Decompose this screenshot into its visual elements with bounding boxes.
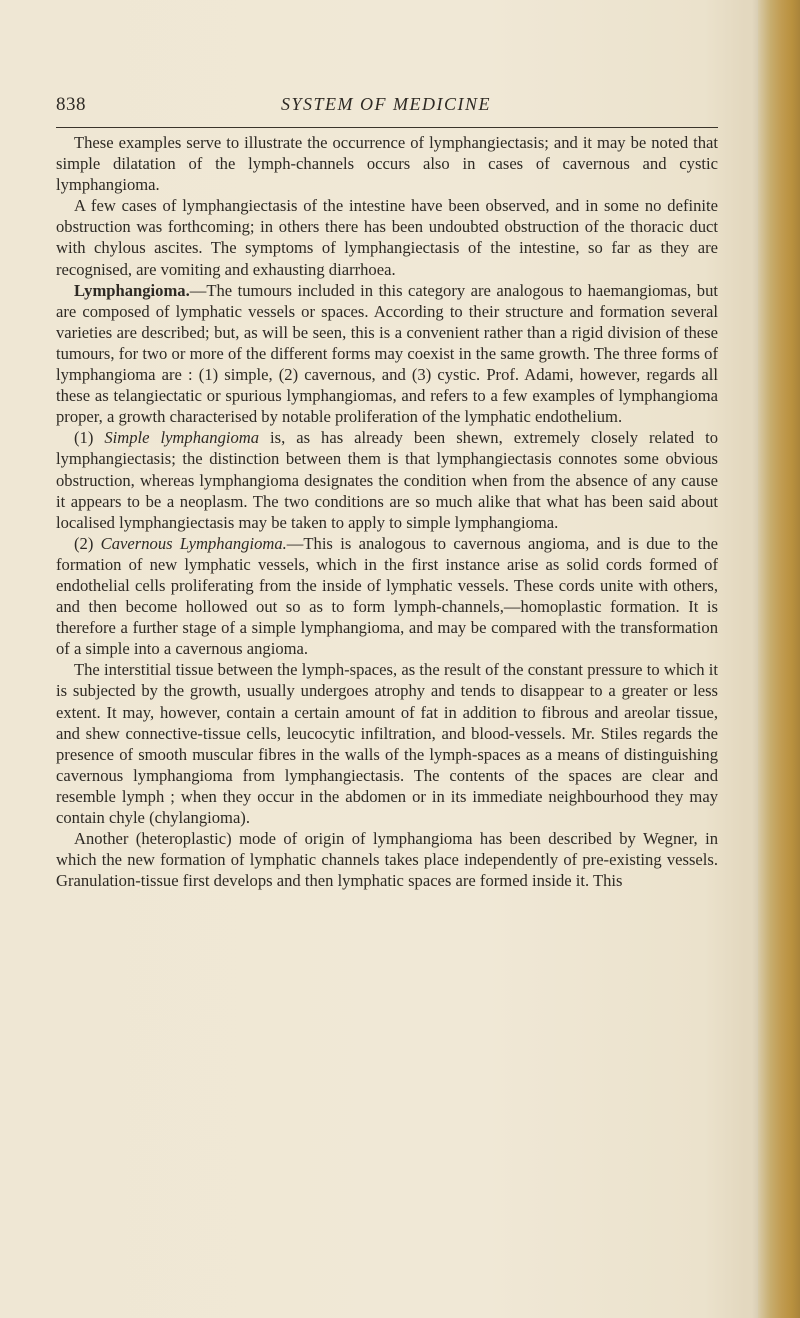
paragraph-cavernous: (2) Cavernous Lymphangioma.—This is analogous to cavernous angioma, and is due to the formation of new lymphatic vessels, which in the first instance arise as solid cords formed of endothelial cells proliferating from the inside of lymphatic vessels. These cords unite with others, and then become hollowed out so as to form lymph-channels,—homoplastic formation. It is therefore a further stage of a simple lymphangioma, and may be compared with the transformation of a simple into a cavernous angioma. <box>56 533 719 659</box>
running-title: SYSTEM OF MEDICINE <box>281 94 491 114</box>
paragraph-2: A few cases of lymphangiectasis of the intestine have been observed, and in some no definite obstruction was forthcoming; in others there has been undoubted obstruction of the thoracic duct with chylous ascites. The symptoms of lymphangiectasis of the intestine, so far as they are recognised, are vomiting and exhausting diarrhoea. <box>56 196 718 279</box>
section-heading: Lymphangioma. <box>74 280 190 300</box>
paragraph-lymphangioma: Lymphangioma.—The tumours included in this category are analogous to haemangiomas, but are composed of lymphatic vessels or spaces. According to their structure and formation several varieties are described; but, as will be seen, this is a convenient rather than a rigid division of these tumours, for two or more of the different forms may coexist in the same growth. The three forms of lymphangioma are : (1) simple, (2) cavernous, and (3) cystic. Prof. Adami, however, regards all these as telangiectatic or spurious lymphangiomas, and refers to a few examples of lymphangioma proper, a growth characterised by notable proliferation of the lymphatic endothelium. <box>56 280 718 427</box>
paragraph-heteroplastic: Another (heteroplastic) mode of origin of lymphangioma has been described by Wegner, in which the new formation of lymphatic channels takes place independently of pre-existing vessels. Granulation-tissue first develops and then lymphatic spaces are formed inside it. This <box>56 829 718 891</box>
paragraph-1: These examples serve to illustrate the occurrence of lymphangiectasis; and it may be noted that simple dilatation of the lymph-channels occurs also in cases of cavernous and cystic lymphangioma. <box>56 133 718 195</box>
paragraph-simple: (1) Simple lymphangioma is, as has already been shewn, extremely closely related to lymphangiectasis; the distinction between them is that lymphangiectasis connotes some obvious obstruction, whereas lymphangioma designates the condition when from the absence of any cause it appears to be a neoplasm. The two conditions are so much alike that what has been said about localised lymphangiectasis may be taken to apply to simple lymphangioma. <box>56 428 719 532</box>
page-edge <box>758 0 800 1318</box>
subheading-cavernous: Cavernous Lymphangioma. <box>100 533 287 553</box>
paragraph-interstitial: The interstitial tissue between the lymph-spaces, as the result of the constant pressure to which it is subjected by the growth, usually undergoes atrophy and tends to disappear to a greater or less extent. It may, however, contain a certain amount of fat in addition to fibrous and areolar tissue, and shew connective-tissue cells, leucocytic infiltration, and blood-vessels. Mr. Stiles regards the presence of smooth muscular fibres in the walls of the lymph-spaces as a means of distinguishing cavernous lymphangioma from lymphangiectasis. The contents of the spaces are clear and resemble lymph ; when they occur in the abdomen or in its immediate neighbourhood they may contain chyle (chylangioma). <box>56 660 718 827</box>
body-text <box>56 132 718 891</box>
page-header <box>56 94 716 124</box>
page-number: 838 <box>56 94 86 115</box>
header-rule <box>56 127 718 128</box>
subheading-simple: Simple lymphangioma <box>104 428 260 448</box>
